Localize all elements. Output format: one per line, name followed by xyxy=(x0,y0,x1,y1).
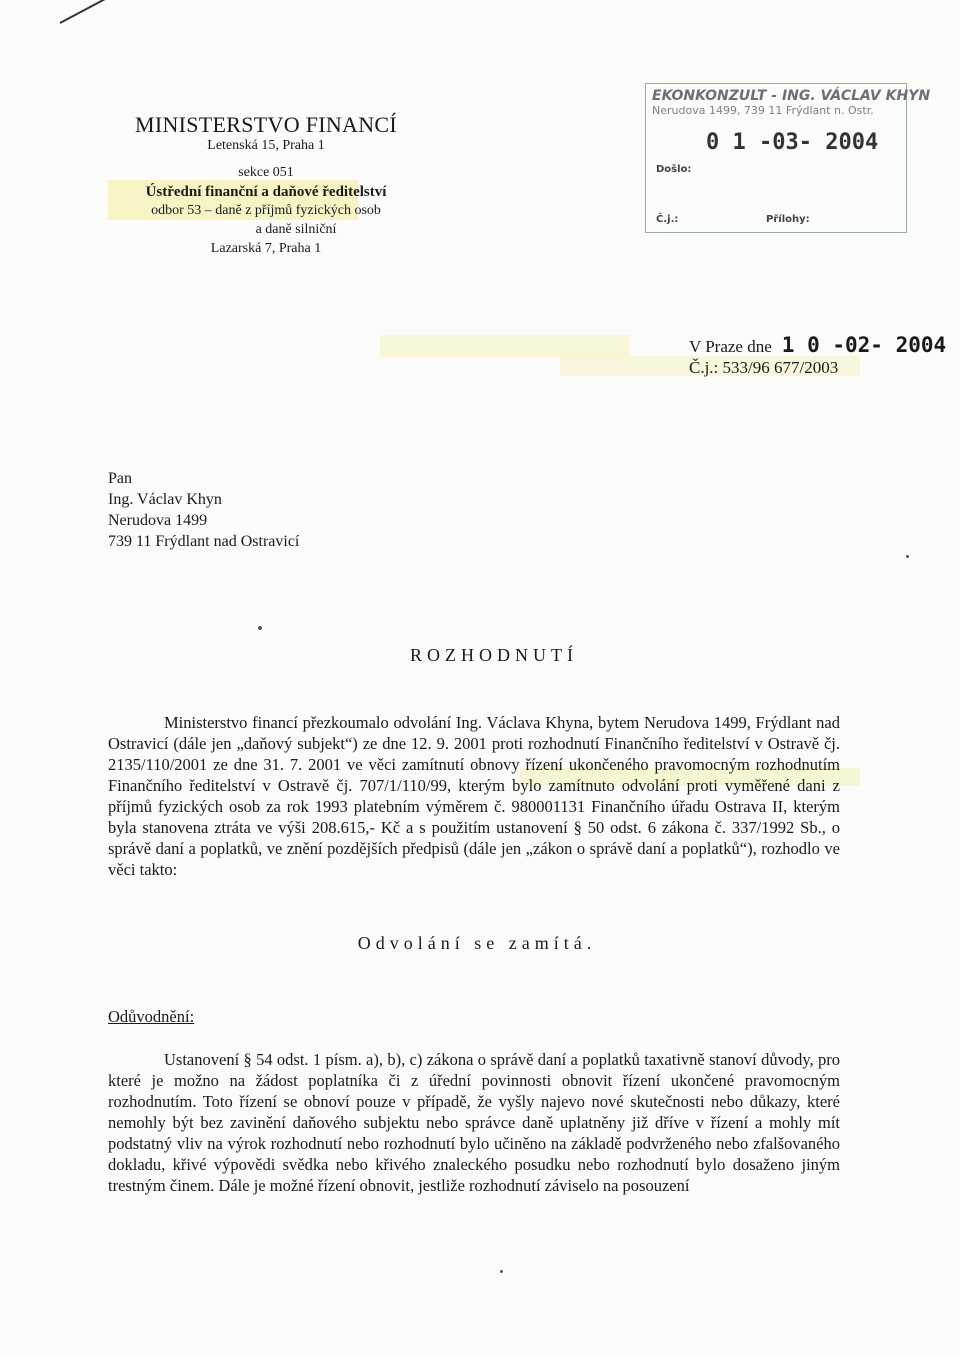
stamp-date: 0 1 -03- 2004 xyxy=(706,130,879,155)
body-paragraph: Ministerstvo financí přezkoumalo odvolání Ing. Václava Khyna, bytem Nerudova 1499, Frýdlant nad Ostravicí (dále jen „daňový subjekt“) ze dne 12. 9. 2001 proti rozhodnutí Finančního ředitelství v Ostravě čj. 2135/110/2001 ze dne 31. 7. 2001 ve věci zamítnutí obnovy řízení ukončeného pravomocným rozhodnutím Finančního ředitelství v Ostravě čj. 707/1/110/99, kterým bylo zamítnuto odvolání proti vyměřené dani z příjmů fyzických osob za rok 1993 platebním výměrem č. 980001131 Finančního úřadu Ostrava II, kterým byla stanovena ztráta ve výši 208.615,- Kč a s použitím ustanovení § 50 odst. 6 zákona č. 337/1992 Sb., o správě daní a poplatků, ve znění pozdějších předpisů (dále jen „zákon o správě daní a poplatků“), rozhodlo ve věci takto: xyxy=(108,713,840,879)
paper-speck xyxy=(906,555,909,558)
ministry-name: MINISTERSTVO FINANCÍ xyxy=(134,112,398,137)
department-name: odbor 53 – daně z příjmů fyzických osob xyxy=(151,203,381,218)
stamp-label-attachments: Přílohy: xyxy=(766,214,810,225)
reference-number: Č.j.: 533/96 677/2003 xyxy=(689,358,839,377)
paper-speck xyxy=(500,1270,503,1273)
reasons-paragraph: Ustanovení § 54 odst. 1 písm. a), b), c) zákona o správě daní a poplatků taxativně stanoví důvody, pro které je možno na žádost poplatníka či z úřední povinnosti obnovit řízení ukončené pravomocným rozhodnutím. Toto řízení se obnoví pouze v případě, že vyšly najevo nové skutečnosti nebo důkazy, které nemohly být bez zavinění daňového subjektu nebo správce daně uplatněny již dříve v řízení a mohly mít podstatný vliv na výrok rozhodnutí nebo rozhodnutí bylo učiněno na základě podvrženého nebo zfalšovaného dokladu, křivé výpovědi svědka nebo křivého znaleckého posudku nebo rozhodnutí bylo dosaženo jiným trestným činem. Dále je možné řízení obnovit, jestliže rozhodnutí záviselo na posouzení xyxy=(108,1050,840,1195)
directorate-address: Lazarská 7, Praha 1 xyxy=(210,241,322,256)
handwritten-date: 1 0 -02- 2004 xyxy=(781,333,947,357)
recipient-address xyxy=(108,468,299,552)
recipient-name: Ing. Václav Khyn xyxy=(108,491,222,508)
recipient-street: Nerudova 1499 xyxy=(108,512,208,529)
receipt-stamp xyxy=(645,83,931,233)
verdict: Odvolání se zamítá. xyxy=(357,933,597,953)
place-date xyxy=(689,333,946,357)
stamp-label-received: Došlo: xyxy=(656,164,692,175)
place-date-label: V Praze dne xyxy=(689,337,772,356)
stamp-company: EKONKONZULT - ING. VÁCLAV KHYN xyxy=(652,88,931,104)
highlight-mark xyxy=(380,335,630,357)
document-title: ROZHODNUTÍ xyxy=(410,645,578,665)
recipient-salutation: Pan xyxy=(108,470,132,487)
stamp-label-number: Č.j.: xyxy=(656,214,679,225)
department-name-cont: a daně silniční xyxy=(255,222,337,237)
directorate-name: Ústřední finanční a daňové ředitelství xyxy=(145,184,387,200)
recipient-city: 739 11 Frýdlant nad Ostravicí xyxy=(108,533,300,550)
section-number: sekce 051 xyxy=(238,165,294,180)
paper-speck xyxy=(258,626,262,630)
pen-mark xyxy=(60,0,107,24)
stamp-address: Nerudova 1499, 739 11 Frýdlant n. Ostr. xyxy=(652,104,874,117)
ministry-address: Letenská 15, Praha 1 xyxy=(207,138,325,153)
reasons-heading: Odůvodnění: xyxy=(108,1007,195,1026)
